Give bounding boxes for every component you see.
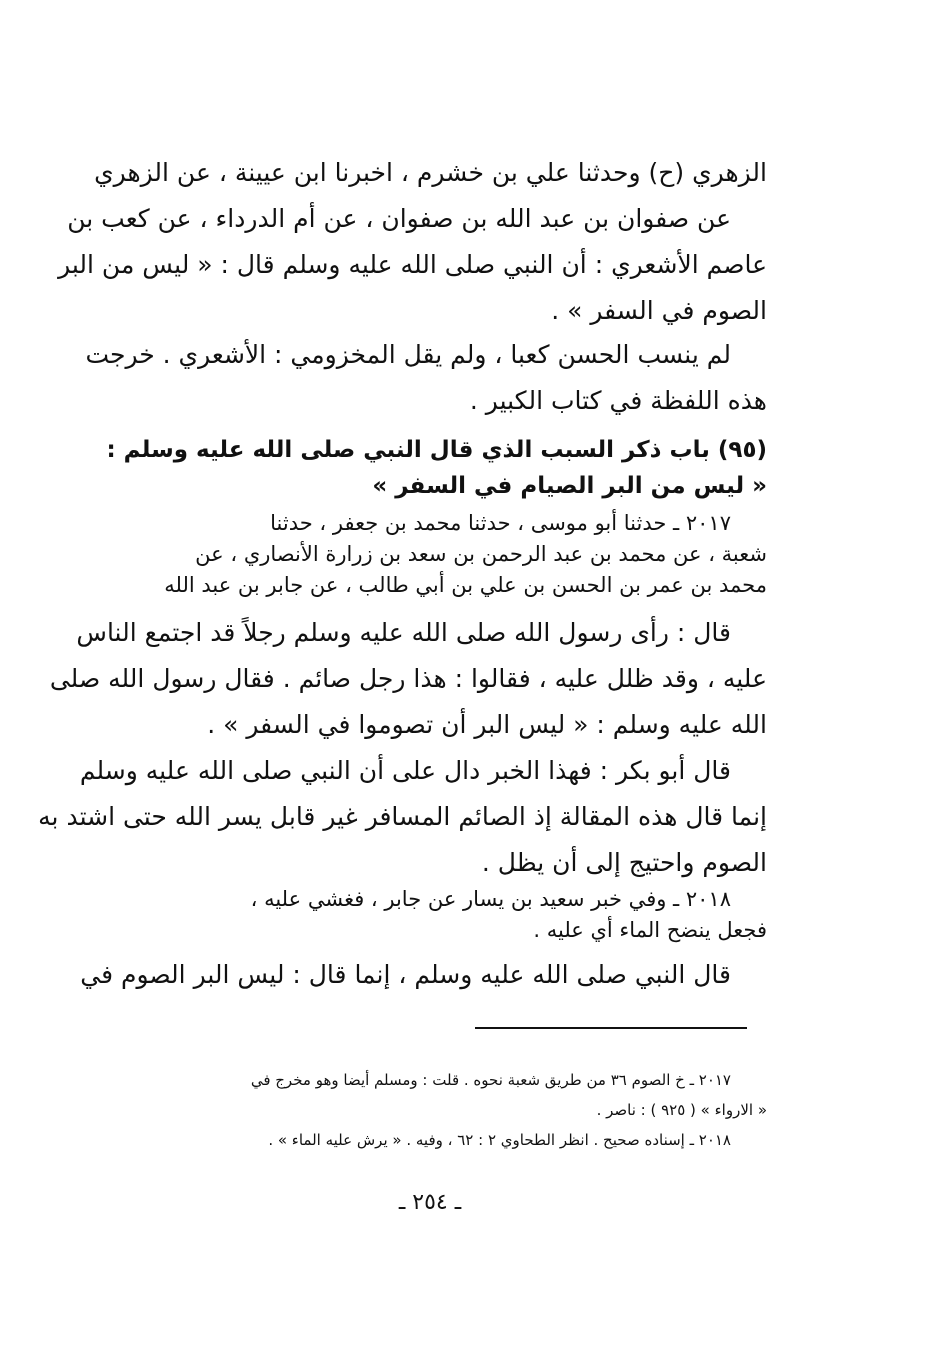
text-line: ٢٠١٧ ـ حدثنا أبو موسى ، حدثنا محمد بن جعفر ، حدثنا [270,511,731,535]
text-line: قال : رأى رسول الله صلى الله عليه وسلم رجلاً قد اجتمع الناس [76,618,731,647]
text-line: ٢٠١٨ ـ وفي خبر سعيد بن يسار عن جابر ، فغشي عليه ، [250,887,731,911]
text-line: قال أبو بكر : فهذا الخبر دال على أن النبي صلى الله عليه وسلم [79,756,731,785]
page-number: ـ ٢٥٤ ـ [398,1190,462,1215]
hadith-matn [49,610,767,748]
text-line: عاصم الأشعري : أن النبي صلى الله عليه وسلم قال : « ليس من البر [58,250,767,279]
chapter-heading [106,432,767,504]
heading-line: « ليس من البر الصيام في السفر » [372,473,767,499]
text-line: الصوم في السفر » . [551,296,767,325]
text-line: محمد بن عمر بن الحسن بن علي بن أبي طالب ، عن جابر بن عبد الله [164,573,767,597]
text-line: لم ينسب الحسن كعبا ، ولم يقل المخزومي : الأشعري . خرجت [85,340,731,369]
text-line: الله عليه وسلم : « ليس البر أن تصوموا في السفر » . [207,710,767,739]
hadith-2018 [127,884,767,946]
author-comment [85,332,767,424]
text-line: الصوم واحتيج إلى أن يظل . [481,848,767,877]
hadith-2017 [127,508,767,601]
author-commentary [38,748,767,886]
footnote-line: ٢٠١٧ ـ خ الصوم ٣٦ من طريق شعبة نحوه . قلت : ومسلم أيضا وهو مخرج في [250,1071,731,1089]
text-line: إنما قال هذه المقالة إذ الصائم المسافر غير قابل يسر الله حتى اشتد به [38,802,767,831]
footnote-line: ٢٠١٨ ـ إسناده صحيح . انظر الطحاوي ٢ : ٦٢ ، وفيه . « يرش عليه الماء » . [268,1131,731,1149]
footnote-divider [475,1027,747,1029]
text-line: هذه اللفظة في كتاب الكبير . [469,386,767,415]
text-line: فجعل ينضح الماء أي عليه . [533,918,767,942]
heading-line: (٩٥) باب ذكر السبب الذي قال النبي صلى الله عليه وسلم : [106,437,767,463]
paragraph-continuation [58,150,767,334]
text-line: قال النبي صلى الله عليه وسلم ، إنما قال : ليس البر الصوم في [80,960,731,989]
text-line: عن صفوان بن عبد الله بن صفوان ، عن أم الدرداء ، عن كعب بن [67,204,731,233]
text-line: شعبة ، عن محمد بن عبد الرحمن بن سعد بن زرارة الأنصاري ، عن [195,542,767,566]
footnotes [127,1065,767,1155]
paragraph-continues [80,952,767,998]
footnote-line: « الارواء » ( ٩٢٥ ) : ناصر . [596,1101,767,1119]
text-line: الزهري (ح) وحدثنا علي بن خشرم ، اخبرنا ابن عيينة ، عن الزهري [94,158,767,187]
text-line: عليه ، وقد ظلل عليه ، فقالوا : هذا رجل صائم . فقال رسول الله صلى [49,664,767,693]
